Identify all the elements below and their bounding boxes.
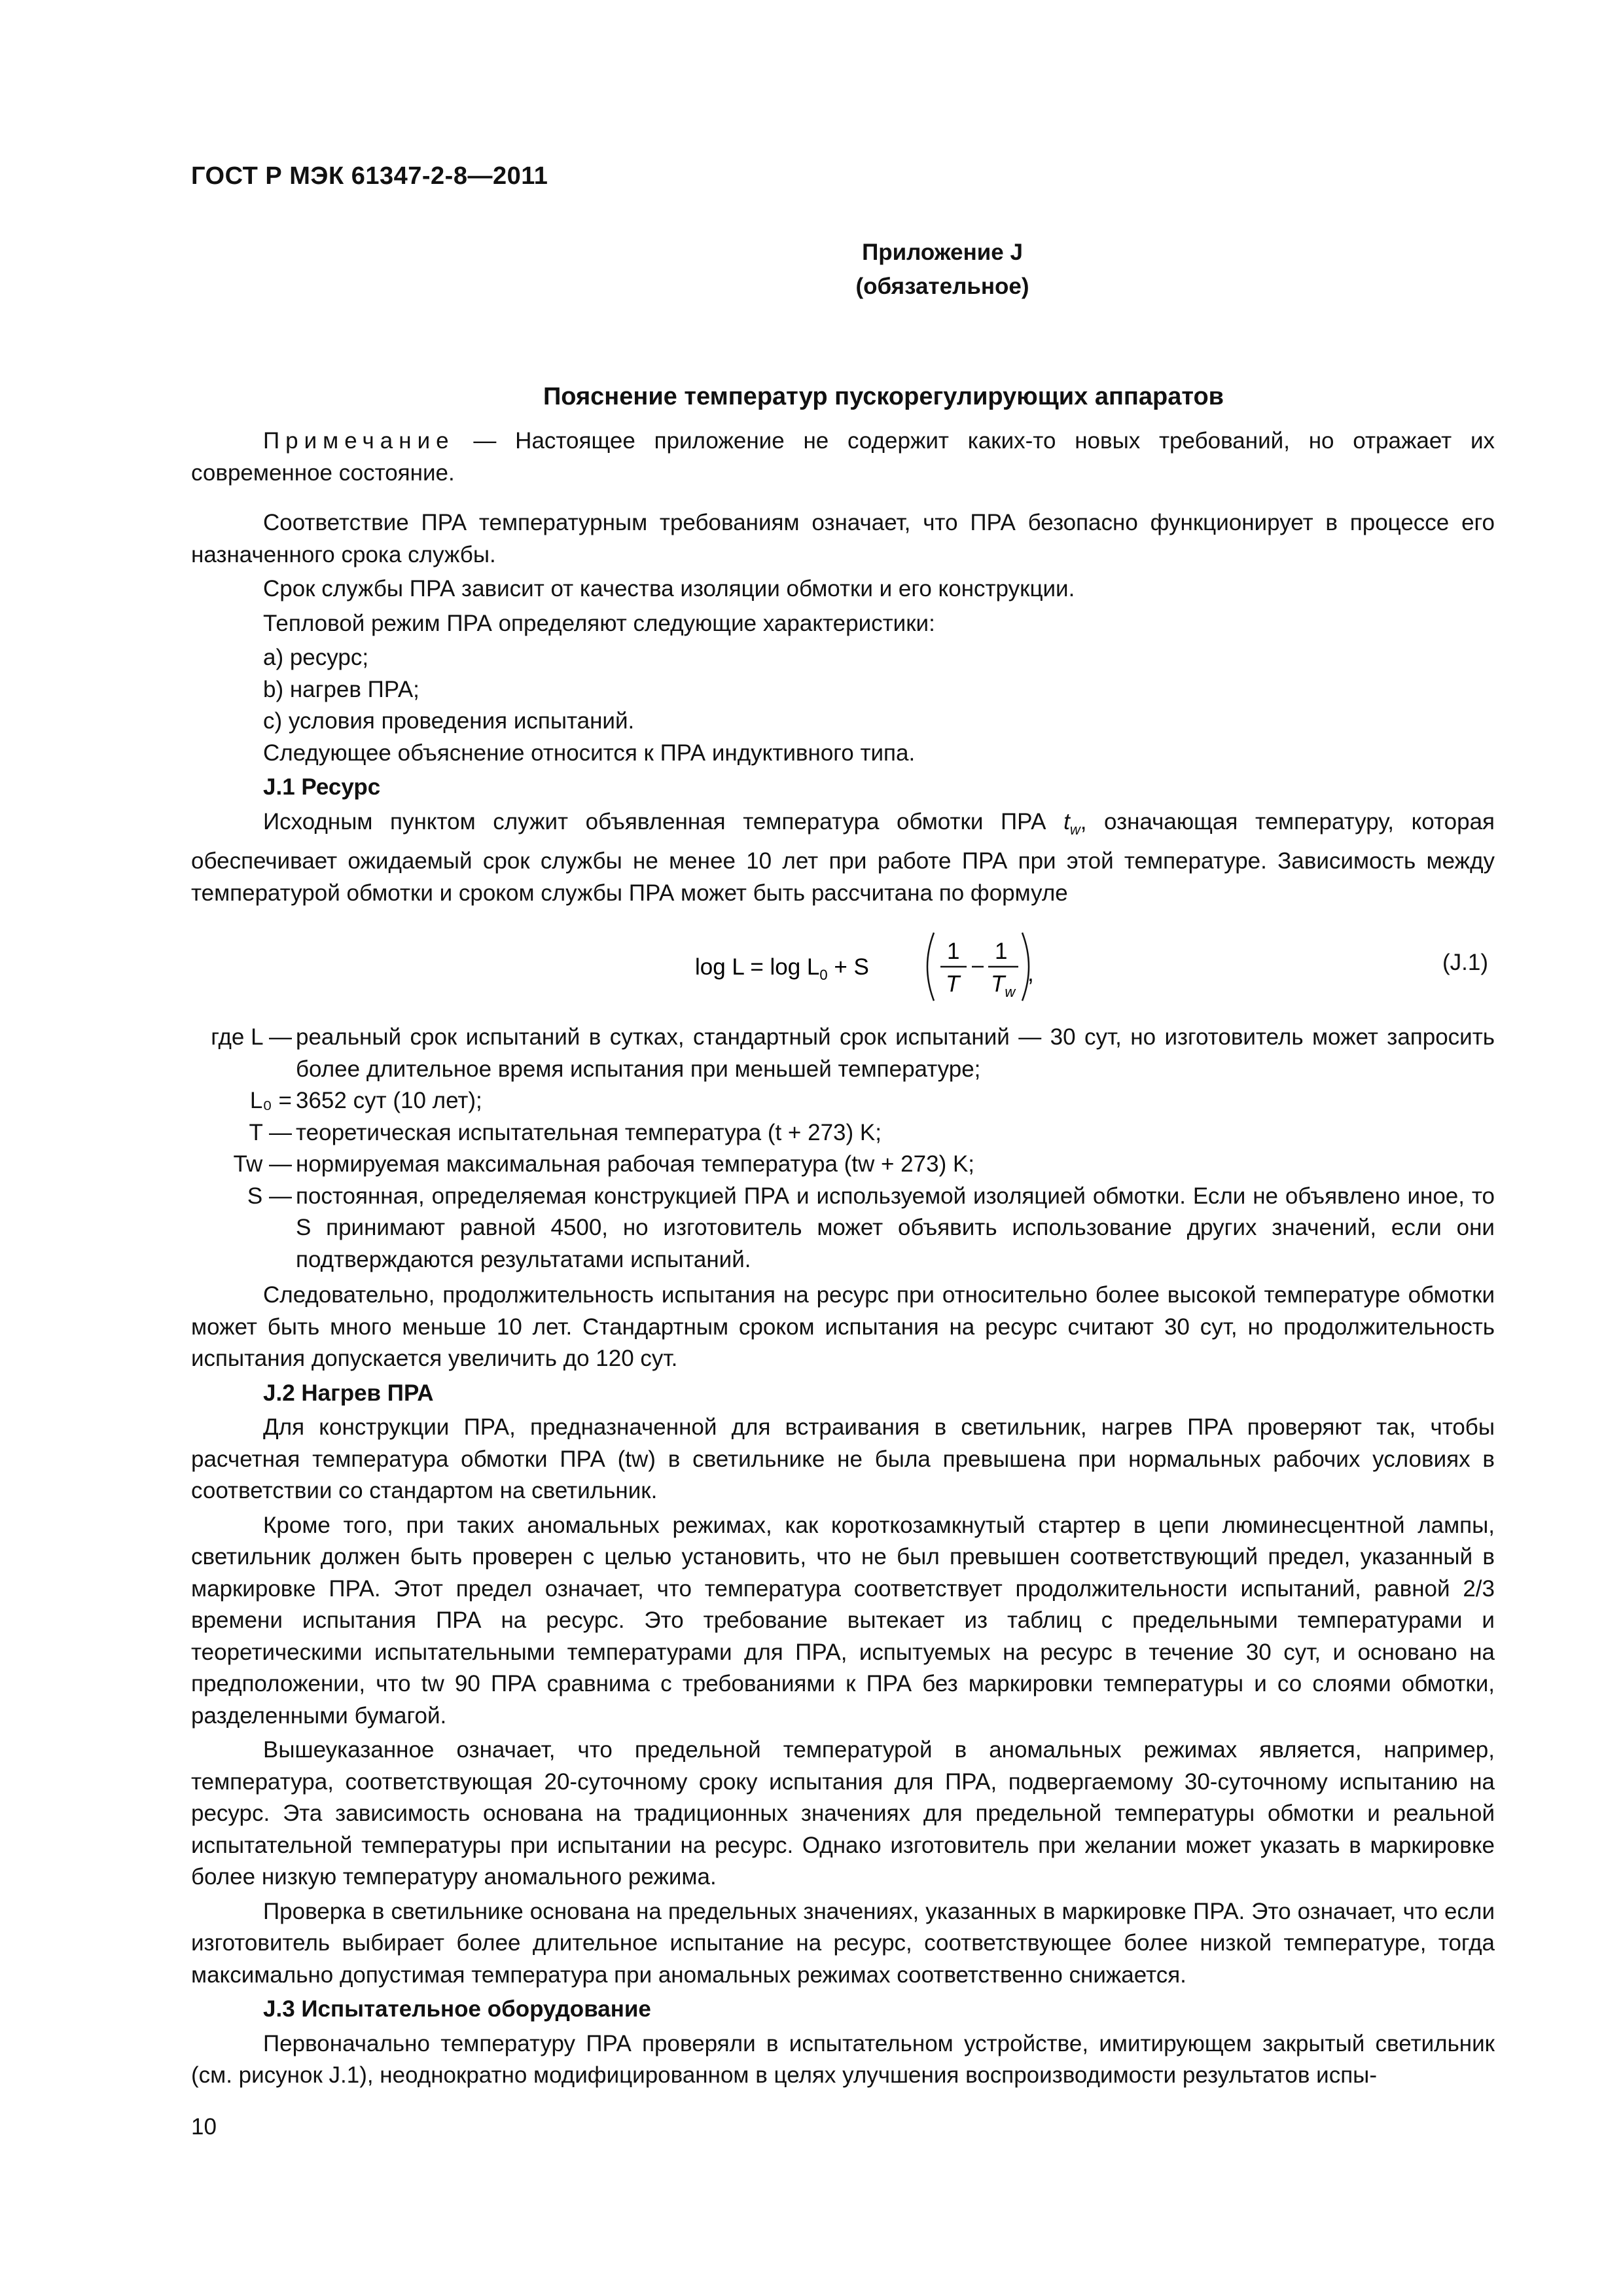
- note-text: — Настоящее приложение не содержит каких-то новых требований, но отражает их современное состояние.: [191, 428, 1495, 486]
- left-paren: [927, 933, 934, 1001]
- section-heading-j1: J.1 Ресурс: [263, 774, 381, 800]
- frac1-num: 1: [947, 939, 960, 964]
- list-item: b) нагрев ПРА;: [263, 676, 419, 702]
- standard-code: ГОСТ Р МЭК 61347-2-8—2011: [191, 162, 548, 190]
- formula-number: (J.1): [1442, 950, 1488, 975]
- document-body: [191, 425, 1495, 2094]
- section-heading-j2: J.2 Нагрев ПРА: [263, 1380, 434, 1406]
- j3-paragraph: Первоначально температуру ПРА проверяли в испытательном устройстве, имитирующем закрытый светильник (см. рисунок J.1), неоднократно модифицированном в целях улучшения воспроизводимости результатов испы-: [191, 2030, 1495, 2088]
- annex-status: (обязательное): [855, 274, 1029, 299]
- note-label: Примечание: [263, 428, 455, 454]
- j2-paragraph: Проверка в светильнике основана на предельных значениях, указанных в маркировке ПРА. Это означает, что если изготовитель выбирает более длительное испытание на ресурс, соответствующее более низкой температуре, тогда максимально допустимая температура при аномальных режимах соответственно снижается.: [191, 1898, 1495, 1988]
- definition-item: L₀ = 3652 сут (10 лет);: [249, 1088, 482, 1113]
- note-paragraph: [191, 425, 1495, 489]
- annex-number: Приложение J: [862, 240, 1023, 265]
- frac2-den: $T_w$: [991, 971, 1016, 1000]
- j2-paragraph: Кроме того, при таких аномальных режимах, как короткозамкнутый стартер в цепи люминесцентной лампы, светильник должен быть проверен с целью установить, что не был превышен соответствующий предел, указанный в маркировке ПРА. Этот предел означает, что температура соответствует продолжительности испытаний, равной 2/3 времени испытания ПРА на ресурс. Это требование вытекает из таблиц с предельными температурами и теоретическими испытательными температурами для ПРА, испытуемых на ресурс в течение 30 сут, и основано на предположении, что tw 90 ПРА сравнима с требованиями к ПРА без маркировки температуры и со слоями обмотки, разделенными бумагой.: [191, 1512, 1495, 1729]
- definition-item: где L — реальный срок испытаний в сутках, стандартный срок испытаний — 30 сут, но изготовитель может запросить более длительное время испытания при меньшей температуре;: [211, 1024, 1495, 1082]
- intro-paragraph: Срок службы ПРА зависит от качества изоляции обмотки и его конструкции.: [263, 576, 1075, 601]
- formula-lhs: $\log L = \log L_0 + S$: [695, 954, 869, 983]
- j2-paragraph: Вышеуказанное означает, что предельной температурой в аномальных режимах является, например, температура, соответствующая 20-суточному сроку испытания для ПРА, подвергаемому 30-суточному испытанию на ресурс. Эта зависимость основана на традиционных значениях для предельной температуры обмотки и реальной испытательной температуры при испытании на ресурс. Однако изготовитель при желании может указать в маркировке более низкую температуру аномального режима.: [191, 1737, 1495, 1890]
- intro-paragraph: Следующее объяснение относится к ПРА индуктивного типа.: [263, 740, 916, 766]
- frac1-den: T: [946, 971, 960, 997]
- j1-paragraph: Исходным пунктом служит объявленная температура обмотки ПРА $t_w$, означающая температуру, которая обеспечивает ожидаемый срок службы не менее 10 лет при работе ПРА при этой температуре. Зависимость между температурой обмотки и сроком службы ПРА может быть рассчитана по формуле: [191, 808, 1495, 906]
- formula-comma: ,: [1027, 961, 1034, 986]
- formula-expression: [695, 921, 1035, 1013]
- section-heading-j3: J.3 Испытательное оборудование: [263, 1996, 651, 2022]
- definitions-list: [191, 1022, 1495, 1276]
- j1-paragraph: Следовательно, продолжительность испытания на ресурс при относительно более высокой температуре обмотки может быть много меньше 10 лет. Стандартным сроком испытания на ресурс считают 30 сут, но продолжительность испытания допускается увеличить до 120 сут.: [191, 1282, 1495, 1371]
- intro-paragraph: Тепловой режим ПРА определяют следующие характеристики:: [263, 610, 935, 636]
- intro-paragraph: Соответствие ПРА температурным требованиям означает, что ПРА безопасно функционирует в процессе его назначенного срока службы.: [191, 510, 1495, 567]
- definition-item: Tw — нормируемая максимальная рабочая температура (tw + 273) K;: [233, 1151, 975, 1177]
- definition-item: S — постоянная, определяемая конструкцией ПРА и используемой изоляцией обмотки. Если не объявлено иное, то S принимают равной 4500, но изготовитель может объявить использование других значений, если они подтверждаются результатами испытаний.: [247, 1183, 1495, 1272]
- frac2-num: 1: [995, 939, 1008, 964]
- list-item: c) условия проведения испытаний.: [263, 708, 635, 734]
- list-item: a) ресурс;: [263, 645, 369, 670]
- annex-label: [0, 236, 1623, 304]
- page-number: 10: [191, 2114, 217, 2140]
- definition-item: T — теоретическая испытательная температура (t + 273) K;: [249, 1119, 882, 1145]
- j2-paragraph: Для конструкции ПРА, предназначенной для встраивания в светильник, нагрев ПРА проверяют так, чтобы расчетная температура обмотки ПРА (tw) в светильнике не была превышена при нормальных рабочих условиях в соответствии со стандартом на светильник.: [191, 1414, 1495, 1503]
- formula-j1: [191, 921, 1495, 1013]
- annex-title: Пояснение температур пускорегулирующих аппаратов: [543, 383, 1224, 410]
